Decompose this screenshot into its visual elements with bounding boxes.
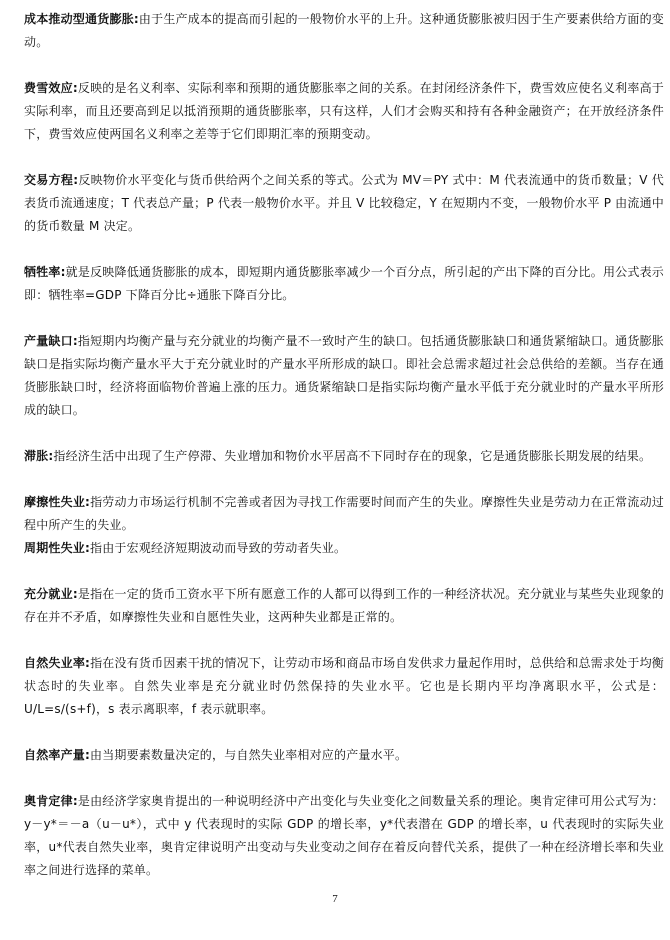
entry-term: 自然失业率:: [24, 656, 91, 670]
entry-equation-of-exchange: [24, 169, 664, 238]
entry-okuns-law: [24, 790, 664, 882]
entry-term: 奥肯定律:: [24, 794, 78, 808]
entry-definition: 就是反映降低通货膨胀的成本，即短期内通货膨胀率减少一个百分点，所引起的产出下降的百分比。用公式表示即：牺牲率=GDP 下降百分比÷通胀下降百分比。: [24, 265, 664, 302]
entry-cost-push-inflation: [24, 8, 664, 54]
entry-term: 交易方程:: [24, 173, 79, 187]
entry-definition: 指短期内均衡产量与充分就业的均衡产量不一致时产生的缺口。包括通货膨胀缺口和通货紧缩缺口。通货膨胀缺口是指实际均衡产量水平大于充分就业时的产量水平所形成的缺口。即社会总需求超过社会总供给的差额。当存在通货膨胀缺口时，经济将面临物价普遍上涨的压力。通货紧缩缺口是指实际均衡产量水平低于充分就业时的产量水平所形成的缺口。: [24, 334, 664, 417]
entry-fisher-effect: [24, 77, 664, 146]
entry-definition: 指由于宏观经济短期波动而导致的劳动者失业。: [90, 541, 347, 555]
entry-definition: 是由经济学家奥肯提出的一种说明经济中产出变化与失业变化之间数量关系的理论。奥肯定律可用公式写为：y－y*＝－a（u－u*），式中 y 代表现时的实际 GDP 的增长率，y*代表潜在 GDP 的增长率，u 代表现时的实际失业率，u*代表自然失业率，奥肯定律说明产出变动与失业变动之间存在着反向替代关系，提供了一种在经济增长率和失业率之间进行选择的菜单。: [24, 794, 664, 877]
entry-natural-rate-output: [24, 744, 664, 767]
page-number: 7: [332, 893, 338, 905]
entry-term: 成本推动型通货膨胀:: [24, 12, 139, 26]
entry-definition: 反映物价水平变化与货币供给两个之间关系的等式。公式为 MV＝PY 式中：M 代表流通中的货币数量；V 代表货币流通速度；T 代表总产量；P 代表一般物价水平。并且 V 比较稳定，Y 在短期内不变，一般物价水平 P 由流通中的货币数量 M 决定。: [24, 173, 664, 233]
document-page: [24, 8, 664, 882]
entry-term: 牺牲率:: [24, 265, 66, 279]
entry-term: 费雪效应:: [24, 81, 78, 95]
entry-definition: 指在没有货币因素干扰的情况下，让劳动市场和商品市场自发供求力量起作用时，总供给和总需求处于均衡状态时的失业率。自然失业率是充分就业时仍然保持的失业水平。它也是长期内平均净离职水平，公式是：U/L=s/(s+f)，s 表示离职率，f 表示就职率。: [24, 656, 665, 716]
entry-term: 周期性失业:: [24, 541, 90, 555]
entry-term: 滞胀:: [24, 449, 54, 463]
entry-definition: 反映的是名义利率、实际利率和预期的通货膨胀率之间的关系。在封闭经济条件下，费雪效应使名义利率高于实际利率，而且还要高到足以抵消预期的通货膨胀率，只有这样，人们才会购买和持有各种金融资产；在开放经济条件下，费雪效应使两国名义利率之差等于它们即期汇率的预期变动。: [24, 81, 664, 141]
entry-definition: 由于生产成本的提高而引起的一般物价水平的上升。这种通货膨胀被归因于生产要素供给方面的变动。: [24, 12, 664, 49]
entry-term: 自然率产量:: [24, 748, 90, 762]
entry-output-gap: [24, 330, 664, 422]
entry-term: 产量缺口:: [24, 334, 78, 348]
entry-natural-unemployment-rate: [24, 652, 664, 721]
entry-sacrifice-ratio: [24, 261, 664, 307]
entry-term: 摩擦性失业:: [24, 495, 91, 509]
entry-cyclical-unemployment: [24, 537, 664, 560]
entry-stagflation: [24, 445, 664, 468]
entry-definition: 指劳动力市场运行机制不完善或者因为寻找工作需要时间而产生的失业。摩擦性失业是劳动力在正常流动过程中所产生的失业。: [24, 495, 665, 532]
entry-definition: 是指在一定的货币工资水平下所有愿意工作的人都可以得到工作的一种经济状况。充分就业与某些失业现象的存在并不矛盾，如摩擦性失业和自愿性失业，这两种失业都是正常的。: [24, 587, 664, 624]
entry-definition: 指经济生活中出现了生产停滞、失业增加和物价水平居高不下同时存在的现象，它是通货膨胀长期发展的结果。: [53, 449, 652, 463]
entry-frictional-unemployment: [24, 491, 664, 537]
entry-full-employment: [24, 583, 664, 629]
entry-term: 充分就业:: [24, 587, 78, 601]
entry-definition: 由当期要素数量决定的，与自然失业率相对应的产量水平。: [90, 748, 408, 762]
